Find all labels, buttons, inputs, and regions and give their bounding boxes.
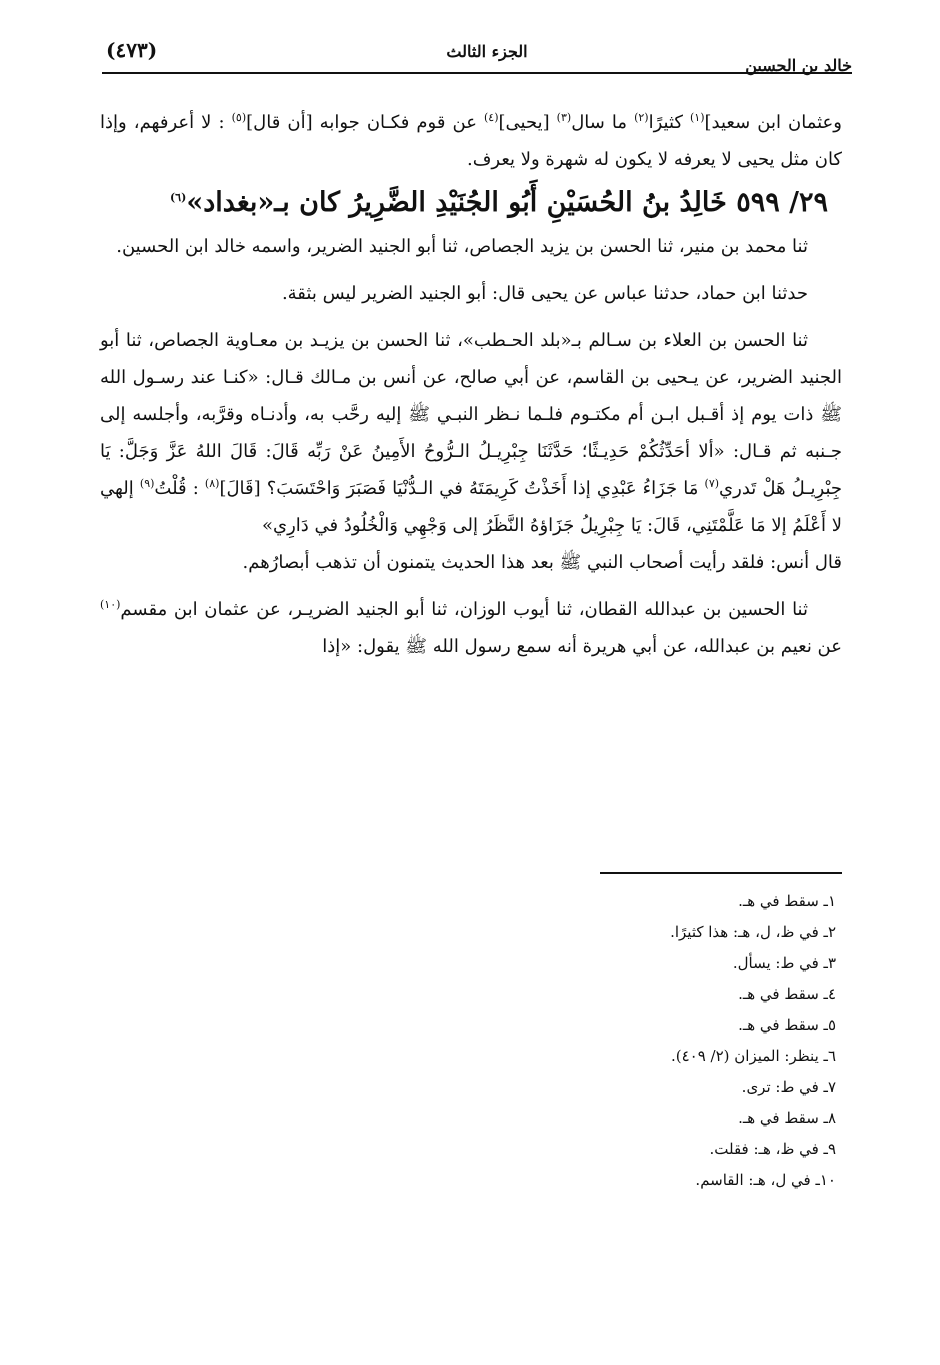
text-run: ثنا الحسين بن عبدالله القطان، ثنا أيوب الوزان، ثنا أبو الجنيد الضريـر، عن عثمان ابن مقسم: [120, 599, 808, 620]
footnote-9: ٩ـ في ظ، هـ: فقلت.: [709, 1140, 836, 1158]
paragraph-6: [100, 591, 842, 665]
paragraph-1: [100, 104, 842, 178]
main-text: [100, 104, 842, 665]
text-run: إلهي لا أَعْلَمُ إلا مَا عَلَّمْتَنِي، قَالَ: يَا جِبْرِيلُ جَزَاؤهُ النَّظَرُ إلى وَجْهِي وَالْخُلُودُ في دَارِي»: [100, 478, 842, 536]
text-run: مَا جَزَاءُ عَبْدِي إذا أَخَذْتُ كَرِيمَتَهُ في الـدُّنْيَا فَصَبَرَ وَاحْتَسَبَ؟ [قَالَ]: [219, 478, 705, 499]
footnote-ref-1: (١): [690, 111, 705, 124]
entry-heading: [100, 178, 842, 228]
text-run: ما سال: [571, 112, 635, 133]
header-rule: [102, 72, 852, 74]
paragraph-4: [100, 322, 842, 544]
footnote-1: ١ـ سقط في هـ.: [738, 892, 836, 910]
footnote-8: ٨ـ سقط في هـ.: [738, 1109, 836, 1127]
text-run: وعثمان ابن سعيد]: [704, 112, 842, 133]
text-run: : قُلْتُ: [154, 478, 205, 499]
text-run: : لا أعرفهم، وإذا كان مثل يحيى لا يعرفه لا يكون له شهرة ولا يعرف.: [100, 112, 842, 170]
footnote-ref-7: (٧): [704, 477, 720, 490]
footnote-ref-8: (٨): [204, 477, 220, 490]
footnote-ref-2: (٢): [634, 111, 649, 124]
footnote-3: ٣ـ في ط: يسأل.: [732, 954, 836, 972]
footnote-5: ٥ـ سقط في هـ.: [738, 1016, 836, 1034]
footnote-ref-5: (٥): [231, 111, 247, 124]
text-run: عن قوم فكـان جوابه [أن قال]: [246, 112, 484, 133]
text-run: [يحيى]: [498, 112, 557, 133]
page-number: (٤٧٣): [106, 38, 158, 62]
footnote-ref-4: (٤): [483, 111, 499, 124]
part-title: الجزء الثالث: [446, 42, 528, 61]
footnote-4: ٤ـ سقط في هـ.: [738, 985, 836, 1003]
footnote-10: ١٠ـ في ل، هـ: القاسم.: [695, 1171, 836, 1189]
paragraph-2: ثنا محمد بن منير، ثنا الحسن بن يزيد الجصاص، ثنا أبو الجنيد الضرير، واسمه خالد ابن الحسين.: [116, 236, 808, 257]
footnote-ref-3: (٣): [556, 111, 572, 124]
paragraph-5: قال أنس: فلقد رأيت أصحاب النبي ﷺ بعد هذا الحديث يتمنون أن تذهب أبصارُهم.: [242, 552, 842, 573]
text-run: كثيرًا: [648, 112, 690, 133]
footnote-7: ٧ـ في ط: ترى.: [741, 1078, 836, 1096]
footnotes-list: [276, 886, 836, 1196]
footnote-ref-9: (٩): [139, 477, 155, 490]
footnote-ref-10: (١٠): [100, 598, 121, 611]
footnote-ref-6: (٦): [169, 191, 187, 204]
text-run: ثنا الحسن بن العلاء بن سـالم بـ«بلد الحـطب»، ثنا الحسن بن يزيـد بن معـاوية الجصاص، ثنا أبو الجنيد الضرير، عن يـحيى بن القاسم، عن أبي صالح، عن أنس بن مـالك قـال: «كنـا عند رسـول الله ﷺ ذات يوم إذ أقـبل ابـن أم مكتـوم فلـما نـظر النبـي ﷺ إليه رحَّب به، وأدنـاه وقرَّبه، وأجلسه إلى جـنبه ثم قـال: «ألا أحَدِّثُكُمْ حَدِيـثًا؛ حَدَّثَنَا جِبْرِيـلُ الـرُّوحُ الأَمِينُ عَنْ رَبِّه قَالَ: قَالَ اللهُ عَزَّ وَجَلَّ: يَا جِبْرِيـلُ هَلْ تَدري: [100, 330, 843, 499]
text-run: عن نعيم بن عبدالله، عن أبي هريرة أنه سمع رسول الله ﷺ يقول: «إذا: [322, 636, 842, 657]
running-header: [102, 38, 852, 74]
paragraph-3: حدثنا ابن حماد، حدثنا عباس عن يحيى قال: أبو الجنيد الضرير ليس بثقة.: [281, 283, 808, 304]
footnote-2: ٢ـ في ظ، ل، هـ: هذا كثيرًا.: [670, 923, 836, 941]
footnote-rule: [600, 872, 842, 874]
entry-name: خالد بن الحسين: [745, 56, 852, 75]
entry-heading-text: ٢٩/ ٥٩٩ خَالِدُ بنُ الحُسَيْنِ أَبُو الجُنَيْدِ الضَّرِيرُ كان بـ«بغداد»: [186, 187, 828, 218]
footnote-6: ٦ـ ينظر: الميزان (٢/ ٤٠٩).: [670, 1047, 836, 1065]
